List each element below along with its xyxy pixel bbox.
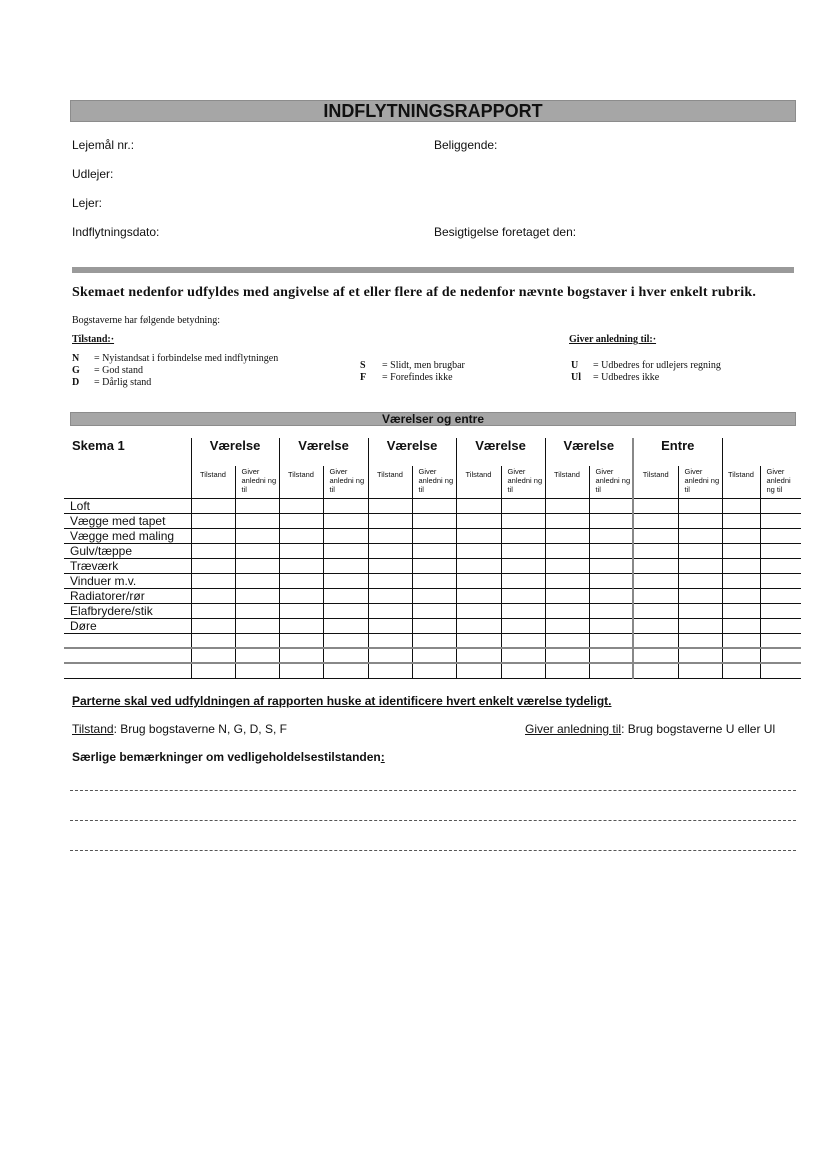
cell-tilstand[interactable] xyxy=(368,528,412,543)
legend-item xyxy=(571,360,721,372)
cell-tilstand[interactable] xyxy=(191,573,235,588)
field-udlejer[interactable]: Udlejer: xyxy=(72,167,114,181)
cell-tilstand[interactable] xyxy=(456,603,501,618)
legend-code: F xyxy=(360,372,367,383)
cell-giver[interactable] xyxy=(235,588,279,603)
legend-item xyxy=(72,365,278,377)
cell-giver[interactable] xyxy=(501,633,545,648)
cell-tilstand[interactable] xyxy=(545,648,589,663)
cell-tilstand[interactable] xyxy=(191,663,235,678)
table-corner-label: Skema 1 xyxy=(72,438,125,453)
cell-tilstand[interactable] xyxy=(722,588,760,603)
table-group-header xyxy=(64,438,801,466)
row-label: Radiatorer/rør xyxy=(64,588,191,603)
cell-tilstand[interactable] xyxy=(545,528,589,543)
legend-code: Ul xyxy=(571,372,581,383)
group-header: Værelse xyxy=(279,438,368,466)
cell-tilstand[interactable] xyxy=(545,543,589,558)
cell-tilstand[interactable] xyxy=(456,633,501,648)
cell-giver[interactable] xyxy=(323,588,368,603)
cell-giver[interactable] xyxy=(235,603,279,618)
cell-tilstand[interactable] xyxy=(545,603,589,618)
cell-tilstand[interactable] xyxy=(191,603,235,618)
row-label: Døre xyxy=(64,618,191,633)
cell-tilstand[interactable] xyxy=(633,618,678,633)
row-label: Vinduer m.v. xyxy=(64,573,191,588)
legend-code: U xyxy=(571,360,579,371)
cell-tilstand[interactable] xyxy=(722,618,760,633)
cell-giver[interactable] xyxy=(235,558,279,573)
legend-text: = Nyistandsat i forbindelse med indflytningen xyxy=(94,353,279,364)
cell-tilstand[interactable] xyxy=(722,663,760,678)
row-label: Elafbrydere/stik xyxy=(64,603,191,618)
field-indflytningsdato[interactable]: Indflytningsdato: xyxy=(72,225,160,239)
cell-giver[interactable] xyxy=(589,513,633,528)
cell-giver[interactable] xyxy=(323,603,368,618)
cell-tilstand[interactable] xyxy=(191,543,235,558)
legend-text: = God stand xyxy=(94,365,143,376)
cell-tilstand[interactable] xyxy=(456,663,501,678)
cell-giver[interactable] xyxy=(678,588,722,603)
remarks-heading xyxy=(72,750,385,764)
cell-giver[interactable] xyxy=(589,648,633,663)
cell-giver[interactable] xyxy=(589,618,633,633)
cell-tilstand[interactable] xyxy=(191,648,235,663)
cell-giver[interactable] xyxy=(501,498,545,513)
cell-tilstand[interactable] xyxy=(456,513,501,528)
sub-header-giver: Giver anledni ng til xyxy=(501,466,545,498)
table-row xyxy=(64,603,801,618)
cell-tilstand[interactable] xyxy=(191,528,235,543)
legend-tilstand-list-2 xyxy=(360,360,465,384)
cell-giver[interactable] xyxy=(412,618,456,633)
cell-giver[interactable] xyxy=(760,633,801,648)
sub-header-giver: Giver anledni ng til xyxy=(235,466,279,498)
cell-giver[interactable] xyxy=(501,573,545,588)
footer-tilstand xyxy=(72,722,287,736)
field-lejer[interactable]: Lejer: xyxy=(72,196,103,210)
cell-tilstand[interactable] xyxy=(633,498,678,513)
cell-tilstand[interactable] xyxy=(279,528,323,543)
row-label: Træværk xyxy=(64,558,191,573)
cell-giver[interactable] xyxy=(501,648,545,663)
row-label xyxy=(64,663,191,678)
group-header: Værelse xyxy=(545,438,633,466)
group-header: Værelse xyxy=(456,438,545,466)
legend-item xyxy=(72,353,278,365)
cell-giver[interactable] xyxy=(412,663,456,678)
cell-giver[interactable] xyxy=(412,543,456,558)
cell-giver[interactable] xyxy=(501,618,545,633)
sub-header-tilstand: Tilstand xyxy=(456,466,501,498)
remarks-line-1[interactable] xyxy=(70,790,796,791)
table-row xyxy=(64,558,801,573)
row-label: Loft xyxy=(64,498,191,513)
cell-tilstand[interactable] xyxy=(279,543,323,558)
field-lejemaal[interactable]: Lejemål nr.: xyxy=(72,138,135,152)
cell-giver[interactable] xyxy=(501,663,545,678)
cell-tilstand[interactable] xyxy=(545,573,589,588)
cell-tilstand[interactable] xyxy=(722,543,760,558)
cell-giver[interactable] xyxy=(412,648,456,663)
cell-tilstand[interactable] xyxy=(368,588,412,603)
legend-text: = Udbedres for udlejers regning xyxy=(593,360,721,371)
cell-tilstand[interactable] xyxy=(722,633,760,648)
cell-tilstand[interactable] xyxy=(456,498,501,513)
legend-giver-heading: Giver anledning til:· xyxy=(569,334,657,345)
remarks-colon: : xyxy=(380,750,385,764)
group-header: Værelse xyxy=(368,438,456,466)
remarks-heading-text: Særlige bemærkninger om vedligeholdelsestilstanden xyxy=(72,750,381,764)
cell-tilstand[interactable] xyxy=(279,588,323,603)
cell-giver[interactable] xyxy=(760,648,801,663)
footer-note: Parterne skal ved udfyldningen af rapporten huske at identificere hvert enkelt værelse tydeligt. xyxy=(72,694,612,708)
cell-tilstand[interactable] xyxy=(279,663,323,678)
cell-tilstand[interactable] xyxy=(191,588,235,603)
cell-giver[interactable] xyxy=(412,588,456,603)
group-header xyxy=(722,438,801,466)
cell-giver[interactable] xyxy=(235,618,279,633)
row-label xyxy=(64,633,191,648)
cell-tilstand[interactable] xyxy=(368,513,412,528)
cell-giver[interactable] xyxy=(412,603,456,618)
legend-item xyxy=(72,377,278,389)
cell-giver[interactable] xyxy=(678,558,722,573)
cell-giver[interactable] xyxy=(760,573,801,588)
cell-tilstand[interactable] xyxy=(456,618,501,633)
cell-tilstand[interactable] xyxy=(633,648,678,663)
cell-giver[interactable] xyxy=(235,663,279,678)
cell-tilstand[interactable] xyxy=(456,543,501,558)
cell-giver[interactable] xyxy=(589,633,633,648)
cell-giver[interactable] xyxy=(235,513,279,528)
table-row xyxy=(64,528,801,543)
row-label: Vægge med tapet xyxy=(64,513,191,528)
cell-tilstand[interactable] xyxy=(279,603,323,618)
cell-giver[interactable] xyxy=(678,663,722,678)
cell-giver[interactable] xyxy=(412,558,456,573)
cell-giver[interactable] xyxy=(412,573,456,588)
cell-tilstand[interactable] xyxy=(722,558,760,573)
cell-tilstand[interactable] xyxy=(545,558,589,573)
cell-giver[interactable] xyxy=(323,633,368,648)
cell-giver[interactable] xyxy=(678,603,722,618)
group-header: Værelse xyxy=(191,438,279,466)
cell-giver[interactable] xyxy=(323,573,368,588)
cell-tilstand[interactable] xyxy=(279,558,323,573)
cell-tilstand[interactable] xyxy=(456,573,501,588)
cell-tilstand[interactable] xyxy=(368,648,412,663)
cell-tilstand[interactable] xyxy=(456,648,501,663)
cell-tilstand[interactable] xyxy=(545,663,589,678)
sub-header-tilstand: Tilstand xyxy=(722,466,760,498)
cell-tilstand[interactable] xyxy=(633,663,678,678)
sub-header-giver: Giver anledni ng til xyxy=(678,466,722,498)
cell-giver[interactable] xyxy=(589,498,633,513)
sub-header-tilstand: Tilstand xyxy=(368,466,412,498)
cell-giver[interactable] xyxy=(760,618,801,633)
row-label: Vægge med maling xyxy=(64,528,191,543)
legend-tilstand-heading: Tilstand:· xyxy=(72,334,115,345)
cell-tilstand[interactable] xyxy=(368,603,412,618)
instruction-text: Skemaet nedenfor udfyldes med angivelse af et eller flere af de nedenfor nævnte bogstaver i hver enkelt rubrik. xyxy=(72,285,757,300)
cell-giver[interactable] xyxy=(678,573,722,588)
cell-giver[interactable] xyxy=(235,543,279,558)
cell-tilstand[interactable] xyxy=(545,633,589,648)
sub-header-giver: Giver anledni ng til xyxy=(760,466,801,498)
field-beliggende[interactable]: Beliggende: xyxy=(434,138,498,152)
table-row xyxy=(64,513,801,528)
divider-rule xyxy=(72,267,794,273)
cell-tilstand[interactable] xyxy=(279,618,323,633)
cell-tilstand[interactable] xyxy=(368,633,412,648)
cell-giver[interactable] xyxy=(235,498,279,513)
cell-giver[interactable] xyxy=(323,618,368,633)
cell-tilstand[interactable] xyxy=(279,648,323,663)
cell-tilstand[interactable] xyxy=(368,618,412,633)
cell-tilstand[interactable] xyxy=(545,498,589,513)
group-header: Entre xyxy=(633,438,722,466)
cell-giver[interactable] xyxy=(678,513,722,528)
sub-header-giver: Giver anledni ng til xyxy=(412,466,456,498)
cell-giver[interactable] xyxy=(501,543,545,558)
remarks-line-3[interactable] xyxy=(70,850,796,851)
cell-giver[interactable] xyxy=(501,603,545,618)
table-row xyxy=(64,663,801,678)
sub-header-tilstand: Tilstand xyxy=(279,466,323,498)
footer-giver-text: : Brug bogstaverne U eller Ul xyxy=(621,722,776,736)
cell-giver[interactable] xyxy=(589,588,633,603)
sub-header-giver: Giver anledni ng til xyxy=(323,466,368,498)
cell-giver[interactable] xyxy=(678,633,722,648)
footer-giver xyxy=(525,722,775,736)
cell-giver[interactable] xyxy=(323,528,368,543)
table-row xyxy=(64,618,801,633)
cell-tilstand[interactable] xyxy=(191,618,235,633)
cell-tilstand[interactable] xyxy=(722,498,760,513)
legend-item xyxy=(360,372,465,384)
cell-giver[interactable] xyxy=(323,663,368,678)
cell-giver[interactable] xyxy=(501,588,545,603)
field-besigtigelse[interactable]: Besigtigelse foretaget den: xyxy=(434,225,577,239)
cell-giver[interactable] xyxy=(760,558,801,573)
cell-giver[interactable] xyxy=(412,633,456,648)
cell-tilstand[interactable] xyxy=(633,603,678,618)
cell-giver[interactable] xyxy=(760,528,801,543)
cell-giver[interactable] xyxy=(589,573,633,588)
legend-item xyxy=(571,372,721,384)
inspection-table xyxy=(64,438,801,679)
cell-tilstand[interactable] xyxy=(545,588,589,603)
table-row xyxy=(64,573,801,588)
legend-item xyxy=(360,360,465,372)
cell-giver[interactable] xyxy=(323,543,368,558)
legend-tilstand-list-1 xyxy=(72,353,278,389)
cell-tilstand[interactable] xyxy=(722,603,760,618)
cell-giver[interactable] xyxy=(235,573,279,588)
sub-header-empty xyxy=(64,466,191,498)
legend-code: N xyxy=(72,353,80,364)
cell-giver[interactable] xyxy=(589,558,633,573)
footer-giver-label: Giver anledning til xyxy=(525,722,622,736)
cell-tilstand[interactable] xyxy=(633,528,678,543)
cell-giver[interactable] xyxy=(678,498,722,513)
cell-giver[interactable] xyxy=(760,663,801,678)
legend-intro: Bogstaverne har følgende betydning: xyxy=(72,315,221,326)
cell-tilstand[interactable] xyxy=(368,573,412,588)
cell-tilstand[interactable] xyxy=(545,618,589,633)
cell-giver[interactable] xyxy=(678,528,722,543)
cell-tilstand[interactable] xyxy=(191,558,235,573)
cell-giver[interactable] xyxy=(323,558,368,573)
table-row xyxy=(64,648,801,663)
cell-tilstand[interactable] xyxy=(722,573,760,588)
cell-tilstand[interactable] xyxy=(279,633,323,648)
section-title: Værelser og entre xyxy=(70,412,796,426)
sub-header-giver: Giver anledni ng til xyxy=(589,466,633,498)
cell-giver[interactable] xyxy=(589,603,633,618)
cell-tilstand[interactable] xyxy=(545,513,589,528)
footer-tilstand-label: Tilstand xyxy=(72,722,114,736)
legend-code: D xyxy=(72,377,80,388)
cell-tilstand[interactable] xyxy=(633,558,678,573)
row-label xyxy=(64,648,191,663)
cell-giver[interactable] xyxy=(412,528,456,543)
cell-tilstand[interactable] xyxy=(722,528,760,543)
cell-tilstand[interactable] xyxy=(191,498,235,513)
row-label: Gulv/tæppe xyxy=(64,543,191,558)
cell-giver[interactable] xyxy=(678,618,722,633)
cell-giver[interactable] xyxy=(412,513,456,528)
cell-tilstand[interactable] xyxy=(279,513,323,528)
cell-giver[interactable] xyxy=(501,558,545,573)
cell-giver[interactable] xyxy=(323,513,368,528)
cell-giver[interactable] xyxy=(760,513,801,528)
cell-tilstand[interactable] xyxy=(279,573,323,588)
table-sub-header xyxy=(64,466,801,498)
legend-text: = Udbedres ikke xyxy=(593,372,660,383)
cell-tilstand[interactable] xyxy=(191,633,235,648)
cell-giver[interactable] xyxy=(589,528,633,543)
cell-tilstand[interactable] xyxy=(633,633,678,648)
legend-code: S xyxy=(360,360,366,371)
cell-tilstand[interactable] xyxy=(633,573,678,588)
table-row xyxy=(64,543,801,558)
cell-giver[interactable] xyxy=(589,543,633,558)
cell-tilstand[interactable] xyxy=(722,648,760,663)
legend-text: = Forefindes ikke xyxy=(382,372,453,383)
report-title: INDFLYTNINGSRAPPORT xyxy=(70,100,796,122)
cell-giver[interactable] xyxy=(501,513,545,528)
legend-text: = Slidt, men brugbar xyxy=(382,360,465,371)
cell-tilstand[interactable] xyxy=(456,558,501,573)
cell-tilstand[interactable] xyxy=(633,543,678,558)
table-row xyxy=(64,633,801,648)
cell-tilstand[interactable] xyxy=(191,513,235,528)
cell-giver[interactable] xyxy=(412,498,456,513)
cell-tilstand[interactable] xyxy=(633,513,678,528)
sub-header-tilstand: Tilstand xyxy=(633,466,678,498)
legend-code: G xyxy=(72,365,80,376)
cell-giver[interactable] xyxy=(235,633,279,648)
cell-giver[interactable] xyxy=(235,528,279,543)
cell-tilstand[interactable] xyxy=(456,588,501,603)
footer-tilstand-text: : Brug bogstaverne N, G, D, S, F xyxy=(113,722,287,736)
cell-tilstand[interactable] xyxy=(633,588,678,603)
cell-tilstand[interactable] xyxy=(368,558,412,573)
cell-tilstand[interactable] xyxy=(368,663,412,678)
sub-header-tilstand: Tilstand xyxy=(191,466,235,498)
cell-giver[interactable] xyxy=(323,498,368,513)
cell-giver[interactable] xyxy=(760,498,801,513)
table-row xyxy=(64,588,801,603)
cell-tilstand[interactable] xyxy=(456,528,501,543)
legend-text: = Dårlig stand xyxy=(94,377,152,388)
cell-tilstand[interactable] xyxy=(368,543,412,558)
sub-header-tilstand: Tilstand xyxy=(545,466,589,498)
cell-tilstand[interactable] xyxy=(722,513,760,528)
cell-giver[interactable] xyxy=(323,648,368,663)
cell-giver[interactable] xyxy=(589,663,633,678)
legend-giver-list xyxy=(571,360,721,384)
cell-tilstand[interactable] xyxy=(279,498,323,513)
table-row xyxy=(64,498,801,513)
cell-giver[interactable] xyxy=(501,528,545,543)
cell-giver[interactable] xyxy=(235,648,279,663)
cell-giver[interactable] xyxy=(678,543,722,558)
cell-giver[interactable] xyxy=(760,543,801,558)
cell-giver[interactable] xyxy=(678,648,722,663)
remarks-line-2[interactable] xyxy=(70,820,796,821)
cell-giver[interactable] xyxy=(760,603,801,618)
cell-tilstand[interactable] xyxy=(368,498,412,513)
cell-giver[interactable] xyxy=(760,588,801,603)
